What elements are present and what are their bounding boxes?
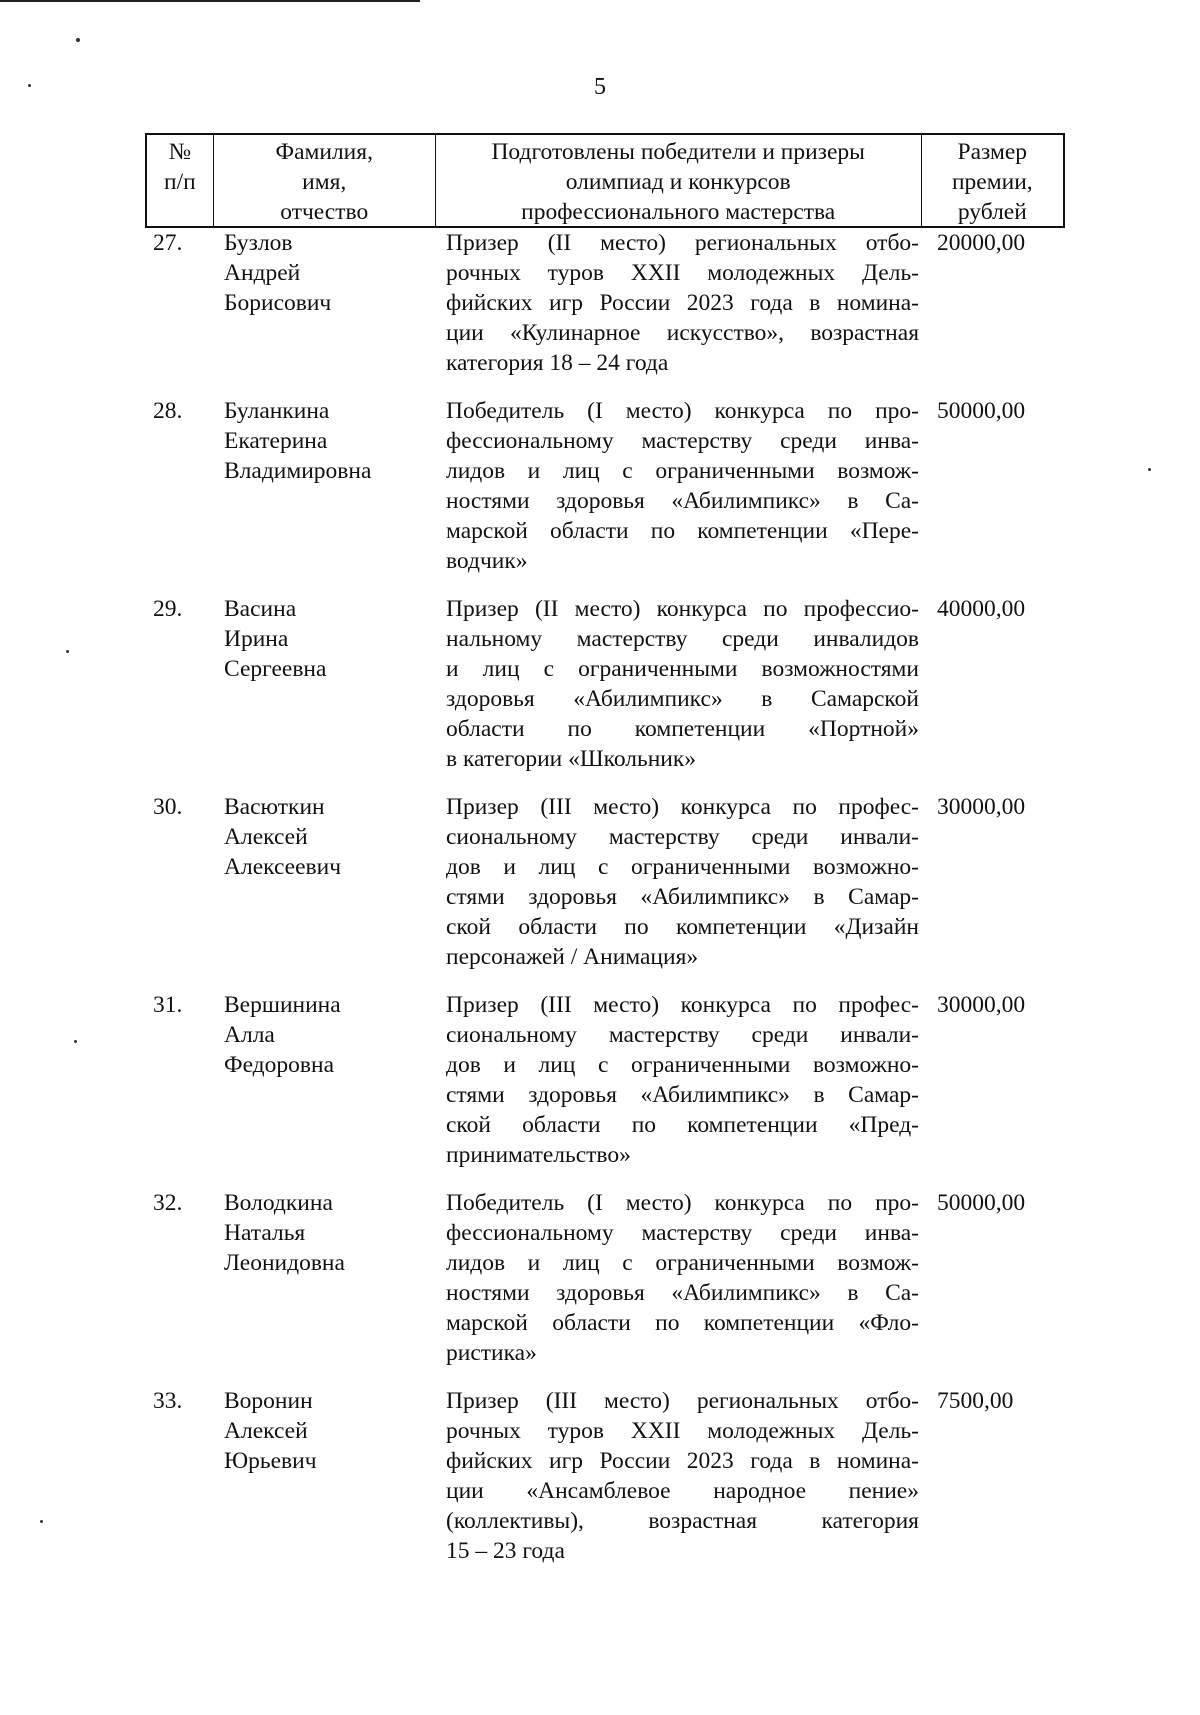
row-full-name: Васина Ирина Сергеевна bbox=[224, 596, 327, 682]
scan-speck bbox=[76, 38, 80, 42]
table-row bbox=[145, 1386, 1065, 1566]
row-achievement: Призер (III место) конкурса по профес- сиональному мастерству среди инвали- дов и лиц с ограниченными возможно- стями здоровья «Абилимпикс» в Самар- ской области по компетенции «Пред- принимательство» bbox=[446, 992, 919, 1168]
row-amount: 30000,00 bbox=[937, 992, 1026, 1018]
row-number: 33. bbox=[153, 1388, 183, 1414]
scan-edge-line bbox=[0, 0, 420, 2]
row-achievement: Призер (II место) конкурса по профессио- нальному мастерству среди инвалидов и лиц с ограниченными возможностями здоровья «Абилимпикс» в Самарской области по компетенции «Портной» в категории «Школьник» bbox=[446, 596, 919, 772]
header-amount: Размер премии, рублей bbox=[951, 139, 1033, 225]
scan-speck bbox=[66, 650, 69, 653]
row-full-name: Володкина Наталья Леонидовна bbox=[224, 1190, 345, 1276]
row-full-name: Васюткин Алексей Алексеевич bbox=[224, 794, 342, 880]
row-number: 30. bbox=[153, 794, 183, 820]
scan-speck bbox=[74, 1040, 77, 1043]
table-row bbox=[145, 1188, 1065, 1368]
table-header bbox=[145, 133, 1065, 228]
row-number: 28. bbox=[153, 398, 183, 424]
table-row bbox=[145, 228, 1065, 378]
row-achievement: Победитель (I место) конкурса по про- фессиональному мастерству среди инва- лидов и лиц с ограниченными возмож- ностями здоровья «Абилимпикс» в Са- марской области по компетенции «Фло- ристика» bbox=[446, 1190, 919, 1366]
row-number: 29. bbox=[153, 596, 183, 622]
scan-speck bbox=[1148, 468, 1151, 471]
row-number: 31. bbox=[153, 992, 183, 1018]
row-amount: 50000,00 bbox=[937, 1190, 1026, 1216]
row-achievement: Призер (II место) региональных отбо- рочных туров XXII молодежных Дель- фийских игр России 2023 года в номина- ции «Кулинарное искусство», возрастная категория 18 – 24 года bbox=[446, 230, 919, 376]
row-amount: 40000,00 bbox=[937, 596, 1026, 622]
table-body bbox=[145, 228, 1065, 1566]
row-achievement: Призер (III место) региональных отбо- рочных туров XXII молодежных Дель- фийских игр России 2023 года в номина- ции «Ансамблевое народное пение» (коллективы), возрастная категория 15 – 23 года bbox=[446, 1388, 919, 1564]
row-achievement: Призер (III место) конкурса по профес- сиональному мастерству среди инвали- дов и лиц с ограниченными возможно- стями здоровья «Абилимпикс» в Самар- ской области по компетенции «Дизайн персонажей / Анимация» bbox=[446, 794, 919, 970]
awards-table bbox=[145, 133, 1065, 1584]
table-row bbox=[145, 594, 1065, 774]
header-full-name: Фамилия, имя, отчество bbox=[214, 135, 436, 226]
row-full-name: Вершинина Алла Федоровна bbox=[224, 992, 341, 1078]
header-number: № п/п bbox=[147, 135, 214, 226]
row-amount: 7500,00 bbox=[937, 1388, 1014, 1414]
row-achievement: Победитель (I место) конкурса по про- фессиональному мастерству среди инва- лидов и лиц с ограниченными возмож- ностями здоровья «Абилимпикс» в Са- марской области по компетенции «Пере- водчик» bbox=[446, 398, 919, 574]
row-full-name: Буланкина Екатерина Владимировна bbox=[224, 398, 372, 484]
row-number: 27. bbox=[153, 230, 183, 256]
row-full-name: Воронин Алексей Юрьевич bbox=[224, 1388, 317, 1474]
table-row bbox=[145, 990, 1065, 1170]
row-full-name: Бузлов Андрей Борисович bbox=[224, 230, 332, 316]
table-row bbox=[145, 396, 1065, 576]
row-number: 32. bbox=[153, 1190, 183, 1216]
row-amount: 20000,00 bbox=[937, 230, 1026, 256]
row-amount: 50000,00 bbox=[937, 398, 1026, 424]
row-amount: 30000,00 bbox=[937, 794, 1026, 820]
scan-speck bbox=[40, 1520, 43, 1523]
table-row bbox=[145, 792, 1065, 972]
page-number: 5 bbox=[594, 74, 606, 100]
header-achievement: Подготовлены победители и призеры олимпиад и конкурсов профессионального мастерства bbox=[436, 135, 922, 226]
